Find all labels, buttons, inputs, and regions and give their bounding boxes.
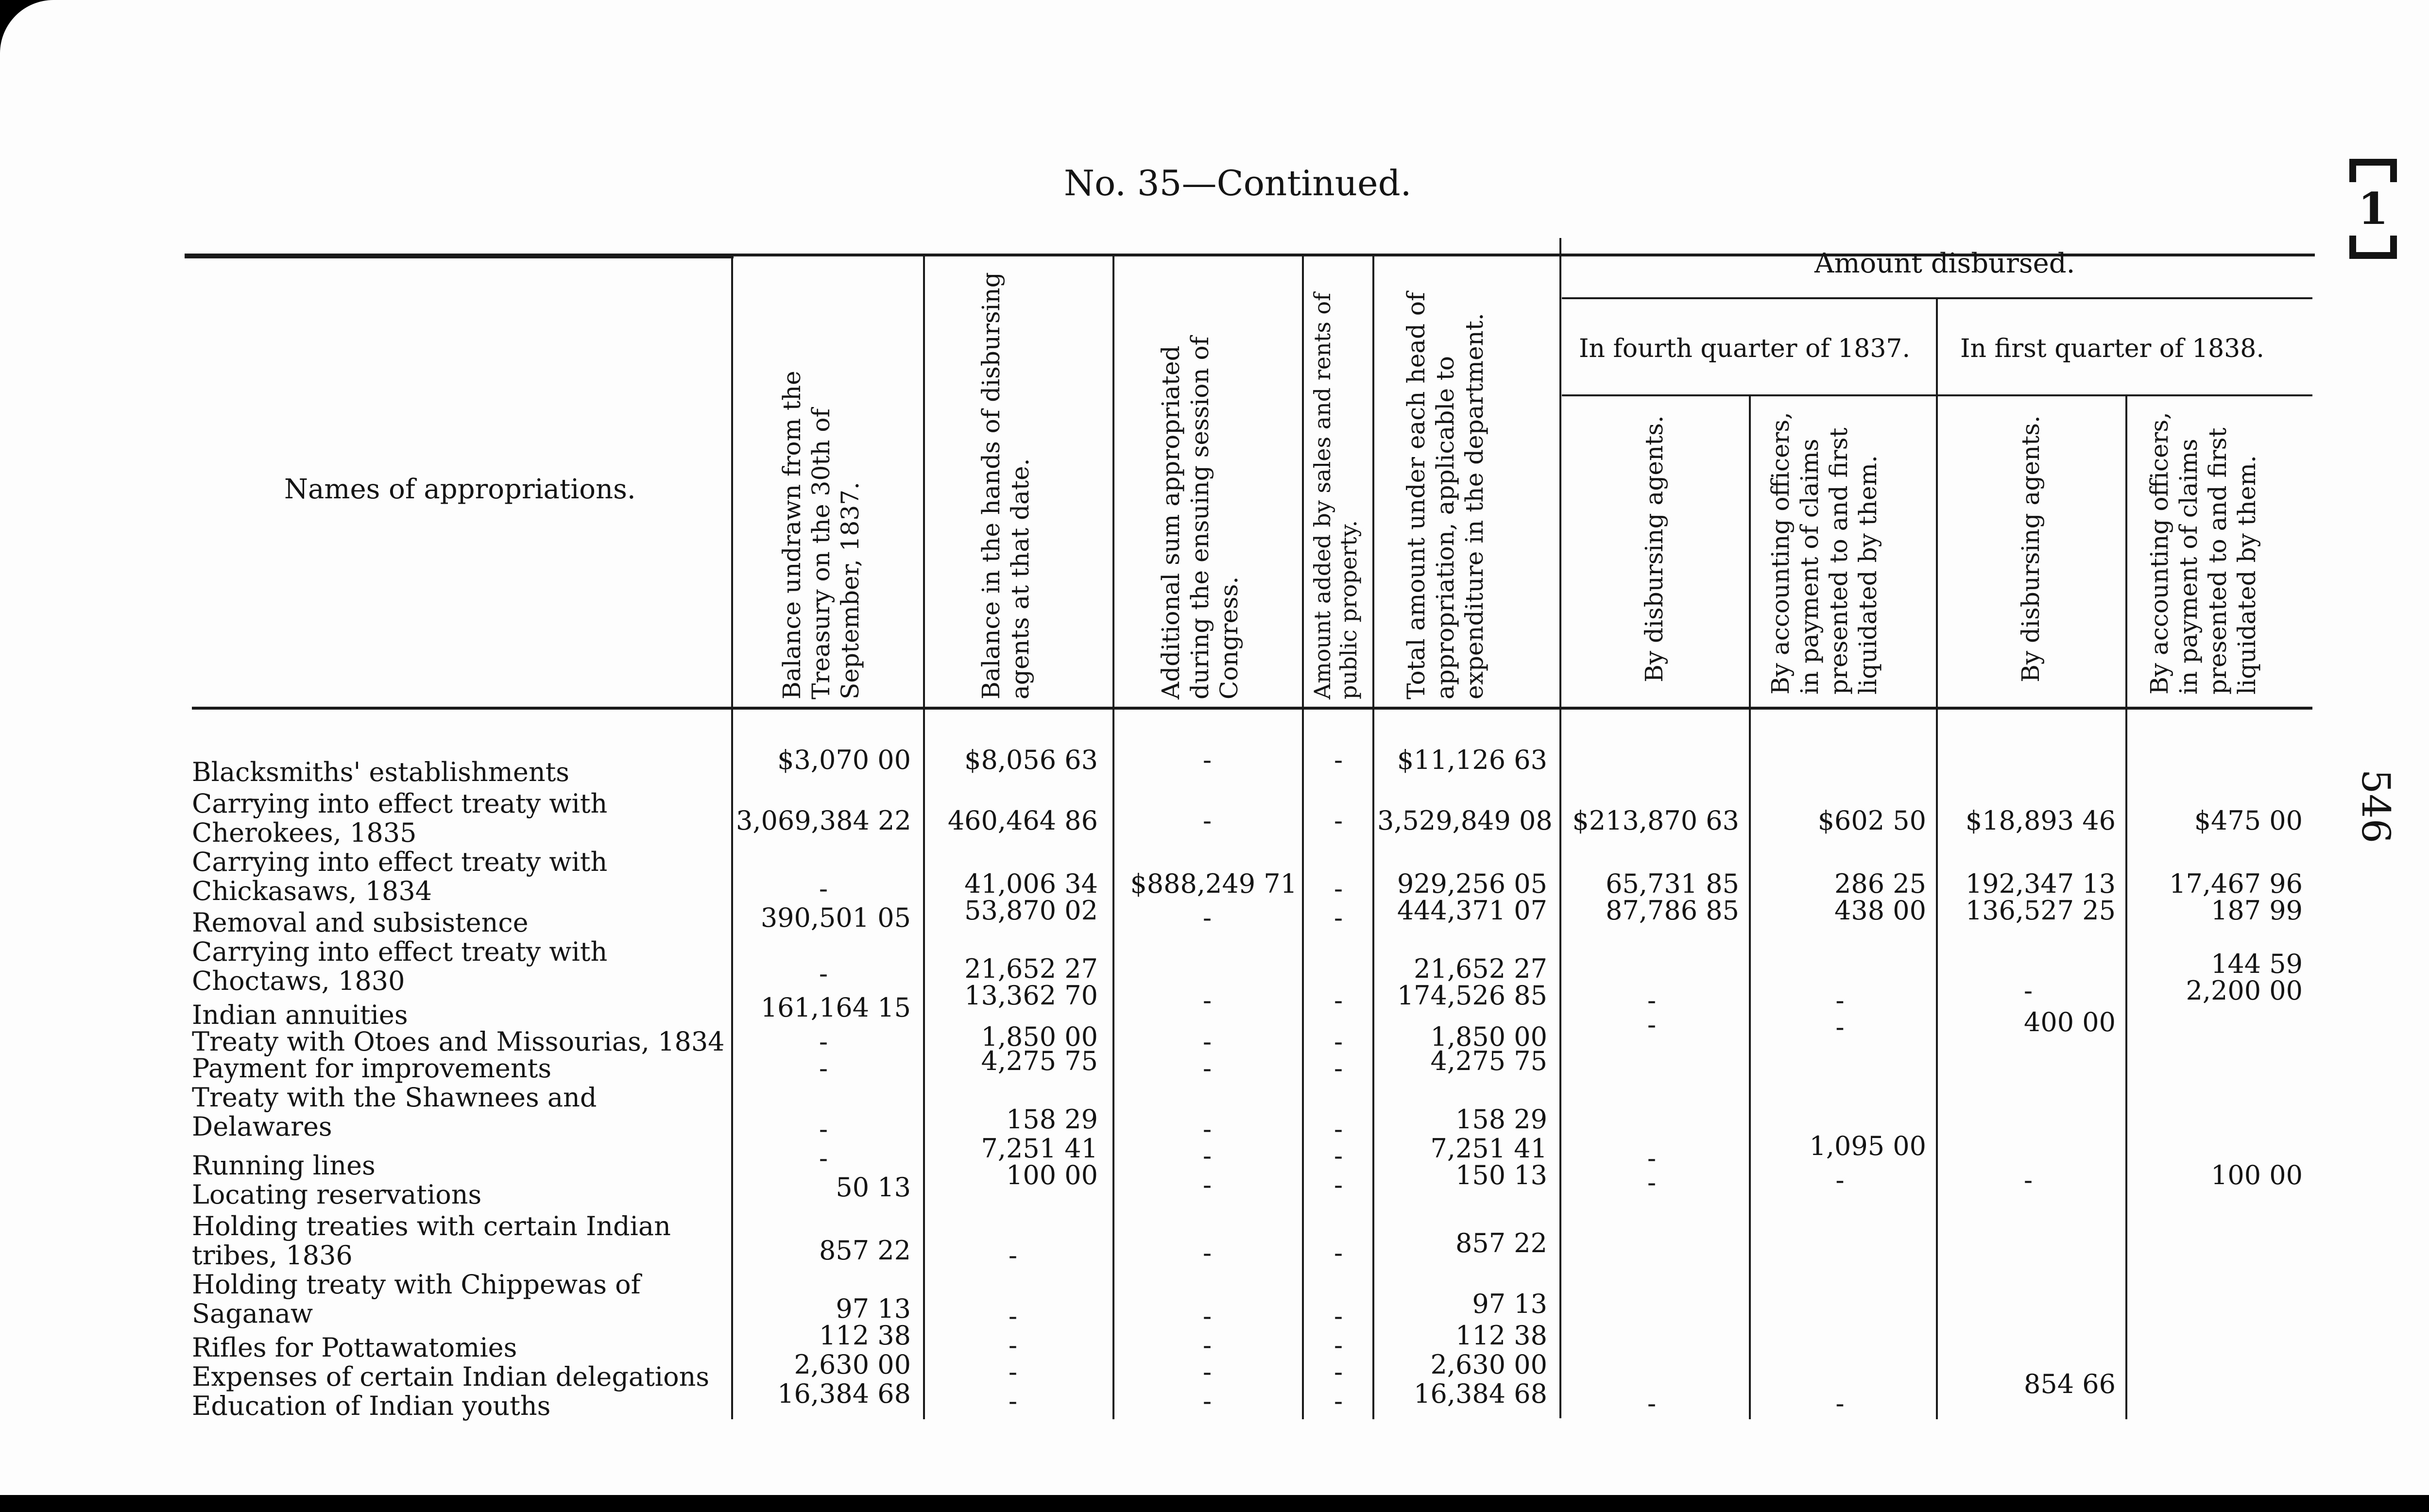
q4-1837-header: In fourth quarter of 1837. xyxy=(1579,334,1911,363)
table-cell-added: - xyxy=(1334,745,1343,775)
table-cell-q4-officers: 286 25 xyxy=(1834,868,1926,899)
table-cell-total: 4,275 75 xyxy=(1430,1046,1547,1076)
table-cell-agents: 41,006 34 xyxy=(964,868,1098,899)
table-row-name: Holding treaty with Chippewas of Saganaw xyxy=(192,1269,641,1329)
table-cell-q4-officers: 1,095 00 xyxy=(1809,1131,1926,1161)
table-cell-q4-agents: - xyxy=(1647,985,1657,1016)
table-row-name: Payment for improvements xyxy=(192,1053,552,1084)
table-cell-agents: 13,362 70 xyxy=(964,980,1098,1011)
table-cell-additional: - xyxy=(1202,985,1212,1016)
table-row-name: Carrying into effect treaty with Cherokees, 1835 xyxy=(192,788,608,848)
table-cell-agents: 1,850 00 xyxy=(981,1021,1098,1052)
table-row-name: Carrying into effect treaty with Chickasaws, 1834 xyxy=(192,847,608,906)
table-cell-additional: - xyxy=(1202,805,1212,836)
table-cell-treasury: 50 13 xyxy=(836,1172,911,1203)
table-cell-treasury: 3,069,384 22 xyxy=(736,805,911,836)
table-cell-total: 112 38 xyxy=(1455,1320,1547,1351)
table-cell-additional: - xyxy=(1202,1053,1212,1084)
table-cell-q1-agents: 136,527 25 xyxy=(1965,895,2116,926)
table-cell-total: 444,371 07 xyxy=(1397,895,1547,926)
table-cell-total: 857 22 xyxy=(1455,1228,1547,1258)
table-cell-agents: - xyxy=(1008,1301,1018,1331)
balance-treasury-header: Balance undrawn from the Treasury on the 30th of September, 1837. xyxy=(778,371,864,699)
table-cell-treasury: 97 13 xyxy=(836,1293,911,1324)
table-cell-treasury: - xyxy=(819,1026,828,1057)
table-cell-q1-agents: $18,893 46 xyxy=(1965,805,2116,836)
table-row-name: Treaty with the Shawnees and Delawares xyxy=(192,1082,597,1142)
table-cell-total: 97 13 xyxy=(1472,1289,1547,1319)
amount-added-header: Amount added by sales and rents of public property. xyxy=(1309,292,1362,699)
table-cell-treasury: 857 22 xyxy=(819,1235,911,1266)
table-cell-q4-agents: - xyxy=(1647,1009,1657,1040)
table-cell-q4-officers: 438 00 xyxy=(1834,895,1926,926)
table-cell-q1-officers: 144 59 xyxy=(2211,949,2303,979)
table-cell-additional: - xyxy=(1202,1170,1212,1200)
table-cell-agents: 158 29 xyxy=(1006,1104,1098,1135)
table-cell-q4-officers: - xyxy=(1835,1012,1845,1042)
table-cell-total: 7,251 41 xyxy=(1430,1133,1547,1164)
table-cell-total: 2,630 00 xyxy=(1430,1349,1547,1380)
table-cell-q4-agents: - xyxy=(1647,1388,1657,1419)
table-cell-q1-officers: 100 00 xyxy=(2211,1160,2303,1190)
page-number: 546 xyxy=(2353,769,2398,844)
table-cell-agents: - xyxy=(1008,1330,1018,1360)
table-cell-agents: - xyxy=(1008,1240,1018,1271)
table-cell-treasury: 390,501 05 xyxy=(760,902,911,933)
table-cell-added: - xyxy=(1334,1140,1343,1171)
page-title: No. 35—Continued. xyxy=(1064,163,1412,204)
table-cell-treasury: - xyxy=(819,873,828,904)
table-cell-added: - xyxy=(1334,1330,1343,1360)
table-cell-treasury: - xyxy=(819,1114,828,1144)
table-cell-added: - xyxy=(1334,1357,1343,1387)
table-cell-total: 929,256 05 xyxy=(1397,868,1547,899)
table-cell-q4-officers: - xyxy=(1835,985,1845,1016)
table-cell-q1-officers: 187 99 xyxy=(2211,895,2303,926)
table-cell-q1-officers: 2,200 00 xyxy=(2186,975,2303,1006)
table-cell-q1-agents: 192,347 13 xyxy=(1965,868,2116,899)
table-cell-agents: $8,056 63 xyxy=(964,745,1098,775)
table-cell-agents: 4,275 75 xyxy=(981,1046,1098,1076)
table-row-name: Carrying into effect treaty with Choctaws, 1830 xyxy=(192,936,608,996)
table-cell-q4-agents: $213,870 63 xyxy=(1572,805,1739,836)
table-cell-added: - xyxy=(1334,1026,1343,1057)
table-cell-q1-agents: - xyxy=(2023,975,2033,1006)
table-cell-additional: - xyxy=(1202,1357,1212,1387)
table-cell-treasury: 112 38 xyxy=(819,1320,911,1351)
table-row-name: Expenses of certain Indian delegations xyxy=(192,1361,710,1392)
table-cell-q4-agents: 87,786 85 xyxy=(1606,895,1739,926)
table-row-name: Holding treaties with certain Indian tribes, 1836 xyxy=(192,1211,671,1271)
table-cell-total: 21,652 27 xyxy=(1414,953,1547,984)
q1-officers-header: By accounting officers, in payment of claims presented to and first liquidated by them. xyxy=(2145,411,2261,695)
bracket-number: 1 xyxy=(2358,183,2389,235)
table-cell-added: - xyxy=(1334,1114,1343,1144)
table-cell-q1-agents: 854 66 xyxy=(2024,1369,2116,1399)
table-cell-additional: - xyxy=(1202,1238,1212,1268)
table-cell-added: - xyxy=(1334,1301,1343,1331)
table-cell-q4-agents: - xyxy=(1647,1143,1657,1173)
table-cell-total: 1,850 00 xyxy=(1430,1021,1547,1052)
table-cell-q1-officers: 17,467 96 xyxy=(2169,868,2303,899)
table-cell-agents: - xyxy=(1008,1357,1018,1387)
names-header: Names of appropriations. xyxy=(284,474,636,505)
table-cell-q4-agents: - xyxy=(1647,1167,1657,1198)
table-cell-treasury: 16,384 68 xyxy=(777,1378,911,1409)
table-cell-additional: - xyxy=(1202,1114,1212,1144)
table-row-name: Treaty with Otoes and Missourias, 1834 xyxy=(192,1026,725,1057)
table-cell-treasury: - xyxy=(819,1143,828,1173)
table-cell-q1-agents: 400 00 xyxy=(2024,1007,2116,1037)
table-cell-agents: 460,464 86 xyxy=(947,805,1098,836)
table-cell-total: 174,526 85 xyxy=(1397,980,1547,1011)
table-cell-agents: 21,652 27 xyxy=(964,953,1098,984)
table-cell-q4-officers: - xyxy=(1835,1388,1845,1419)
table-row-name: Running lines xyxy=(192,1150,376,1181)
table-cell-q4-agents: 65,731 85 xyxy=(1606,868,1739,899)
table-cell-additional: $888,249 71 xyxy=(1130,868,1297,899)
table-cell-agents: - xyxy=(1008,1386,1018,1416)
table-cell-q4-officers: $602 50 xyxy=(1817,805,1926,836)
table-cell-added: - xyxy=(1334,1386,1343,1416)
table-cell-treasury: - xyxy=(819,958,828,989)
table-row-name: Rifles for Pottawatomies xyxy=(192,1332,517,1363)
table-cell-added: - xyxy=(1334,1170,1343,1200)
table-cell-total: 3,529,849 08 xyxy=(1377,805,1553,836)
q1-1838-header: In first quarter of 1838. xyxy=(1960,334,2264,363)
q4-agents-header: By disbursing agents. xyxy=(1640,415,1668,682)
table-cell-added: - xyxy=(1334,805,1343,836)
table-cell-treasury: 2,630 00 xyxy=(794,1349,911,1380)
table-row-name: Indian annuities xyxy=(192,1000,408,1030)
additional-sum-header: Additional sum appropriated during the ensuing session of Congress. xyxy=(1157,336,1243,699)
table-cell-agents: 53,870 02 xyxy=(964,895,1098,926)
table-cell-q4-officers: - xyxy=(1835,1165,1845,1195)
scan-bottom-edge xyxy=(0,1495,2429,1512)
table-cell-agents: 7,251 41 xyxy=(981,1133,1098,1164)
table-cell-added: - xyxy=(1334,873,1343,904)
table-cell-added: - xyxy=(1334,1238,1343,1268)
table-cell-agents: 100 00 xyxy=(1006,1160,1098,1190)
table-cell-treasury: - xyxy=(819,1053,828,1084)
table-cell-total: 16,384 68 xyxy=(1414,1378,1547,1409)
table-cell-additional: - xyxy=(1202,1330,1212,1360)
table-cell-total: 158 29 xyxy=(1455,1104,1547,1135)
table-cell-added: - xyxy=(1334,1053,1343,1084)
balance-agents-header: Balance in the hands of disbursing agents at that date. xyxy=(977,272,1034,699)
table-cell-additional: - xyxy=(1202,1301,1212,1331)
table-row-name: Blacksmiths' establishments xyxy=(192,757,570,787)
table-cell-additional: - xyxy=(1202,902,1212,933)
total-amount-header: Total amount under each head of appropriation, applicable to expenditure in the department. xyxy=(1402,292,1488,699)
table-cell-additional: - xyxy=(1202,1026,1212,1057)
table-cell-total: 150 13 xyxy=(1455,1160,1547,1190)
table-cell-added: - xyxy=(1334,902,1343,933)
table-row-name: Education of Indian youths xyxy=(192,1391,551,1421)
table-row-name: Removal and subsistence xyxy=(192,907,529,938)
table-cell-treasury: 161,164 15 xyxy=(760,992,911,1023)
table-cell-q1-agents: - xyxy=(2023,1165,2033,1195)
table-row-name: Locating reservations xyxy=(192,1179,482,1210)
amount-disbursed-header: Amount disbursed. xyxy=(1814,248,2075,279)
q4-officers-header: By accounting officers, in payment of claims presented to and first liquidated by them. xyxy=(1766,411,1882,695)
q1-agents-header: By disbursing agents. xyxy=(2017,415,2045,682)
table-cell-additional: - xyxy=(1202,1386,1212,1416)
table-cell-added: - xyxy=(1334,985,1343,1016)
table-cell-total: $11,126 63 xyxy=(1397,745,1547,775)
table-cell-q1-officers: $475 00 xyxy=(2194,805,2303,836)
table-cell-treasury: $3,070 00 xyxy=(777,745,911,775)
table-cell-additional: - xyxy=(1202,1140,1212,1171)
table-cell-additional: - xyxy=(1202,745,1212,775)
